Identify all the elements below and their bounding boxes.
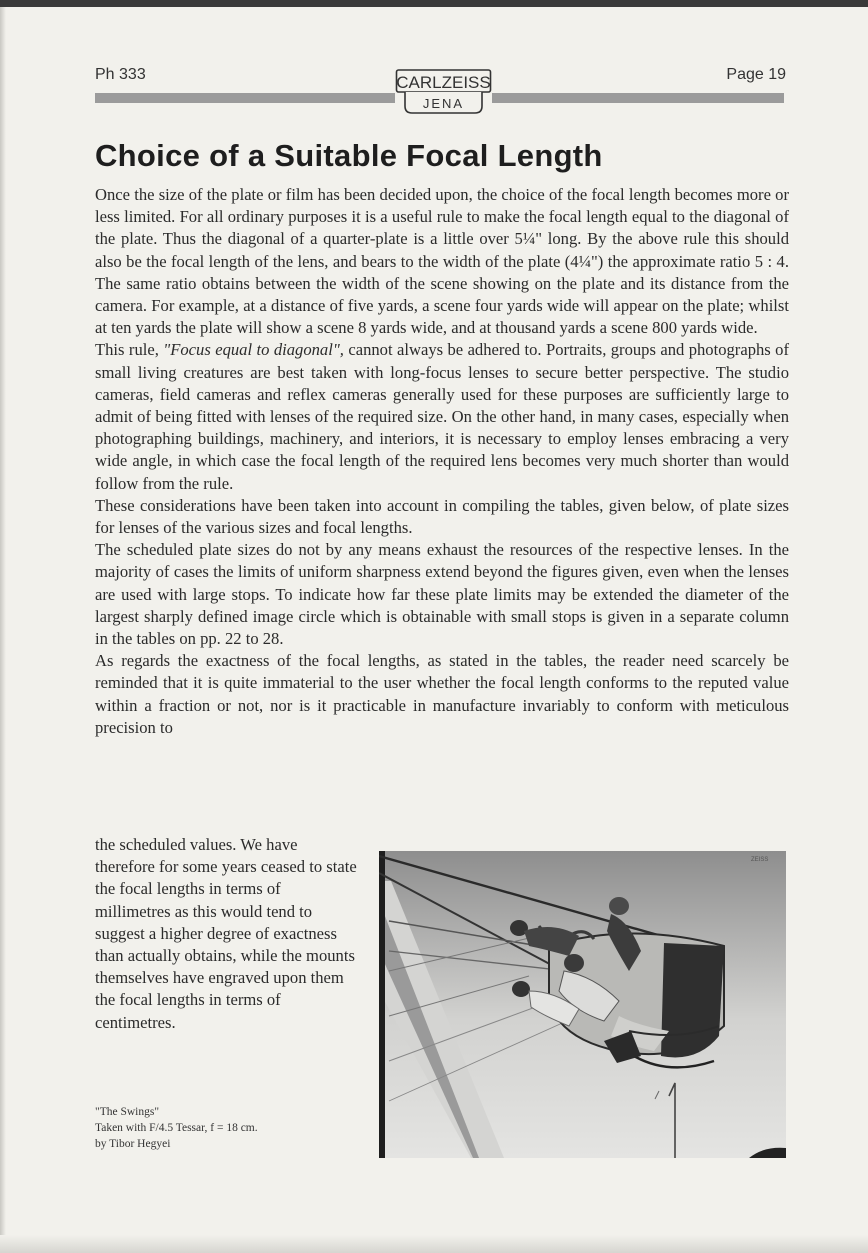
page-top-edge [0,0,868,7]
paragraph-2-rest: cannot always be adhered to. Portraits, groups and photographs of small living creatures are best taken with long-focus lenses to secure better perspective. The studio cameras, field cameras and reflex cameras generally used for these purposes are sufficiently large to admit of being fitted with lenses of the required size. On the other hand, in many cases, especially when photographing buildings, machinery, and interiors, it is necessary to employ lenses embracing a very wide angle, in which case the focal length of the required lens becomes very much shorter than would follow from the rule. [95,340,789,493]
caption-title: "The Swings" [95,1106,160,1118]
article-body [95,184,789,739]
paragraph-5: As regards the exactness of the focal lengths, as stated in the tables, the reader need scarcely be reminded that it is quite immaterial to the user whether the focal length conforms to the reputed value within a fraction or not, nor is it practicable in manufacture invariably to conform with meticulous precision to [95,651,789,737]
paragraph-3: These considerations have been taken into account in compiling the tables, given below, of plate sizes for lenses of the various sizes and focal lengths. [95,495,789,538]
page-number: Page 19 [726,66,786,83]
paragraph-2-emphasis: "Focus equal to diagonal", [163,340,344,360]
paragraph-5-continuation: the scheduled values. We have therefore for some years ceased to state the focal lengths in terms of millimetres as this would tend to suggest a higher degree of exactness than actually obtains, while the mounts themselves have engraved upon them the focal lengths in terms of centimetres. [95,835,357,1032]
paragraph-2 [95,339,789,494]
page-bottom-shadow [0,1235,868,1253]
paragraph-1: Once the size of the plate or film has been decided upon, the choice of the focal length becomes more or less limited. For all ordinary purposes it is a useful rule to make the focal length equal to the diagonal of the plate. Thus the diagonal of a quarter-plate is a little over 5¼" long. By the above rule this should also be the focal length of the lens, and bears to the width of the plate (4¼") the approximate ratio 5 : 4. The same ratio obtains between the width of the scene showing on the plate and its distance from the camera. For example, at a distance of five yards, a scene four yards wide will appear on the plate; whilst at ten yards the plate will show a scene 8 yards wide, and at thousand yards a scene 800 yards wide. [95,185,789,338]
logo-text-carl-zeiss: CARLZEISS [396,73,491,92]
paragraph-4: The scheduled plate sizes do not by any means exhaust the resources of the respective lenses. In the majority of cases the limits of uniform sharpness extend beyond the figures given, even when the lenses are used with large stops. To indicate how far these plate limits may be extended the diameter of the largest sharply defined image circle which is obtainable with small stops is given in a separate column in the tables on pp. 22 to 28. [95,540,789,649]
page-left-shadow [0,7,6,1253]
document-reference: Ph 333 [95,66,146,83]
header-rule-left [95,93,395,103]
paragraph-2-lead: This rule, [95,340,164,360]
header-rule-right [492,93,784,103]
page-title: Choice of a Suitable Focal Length [95,138,603,173]
caption-credit: by Tibor Hegyei [95,1138,171,1150]
photo-caption [95,1104,365,1152]
carl-zeiss-jena-logo [395,58,492,116]
caption-lens: Taken with F/4.5 Tessar, f = 18 cm. [95,1122,258,1134]
photo-watermark: ZEISS [751,857,769,863]
swings-photograph [379,851,786,1158]
logo-text-jena: JENA [422,96,465,111]
